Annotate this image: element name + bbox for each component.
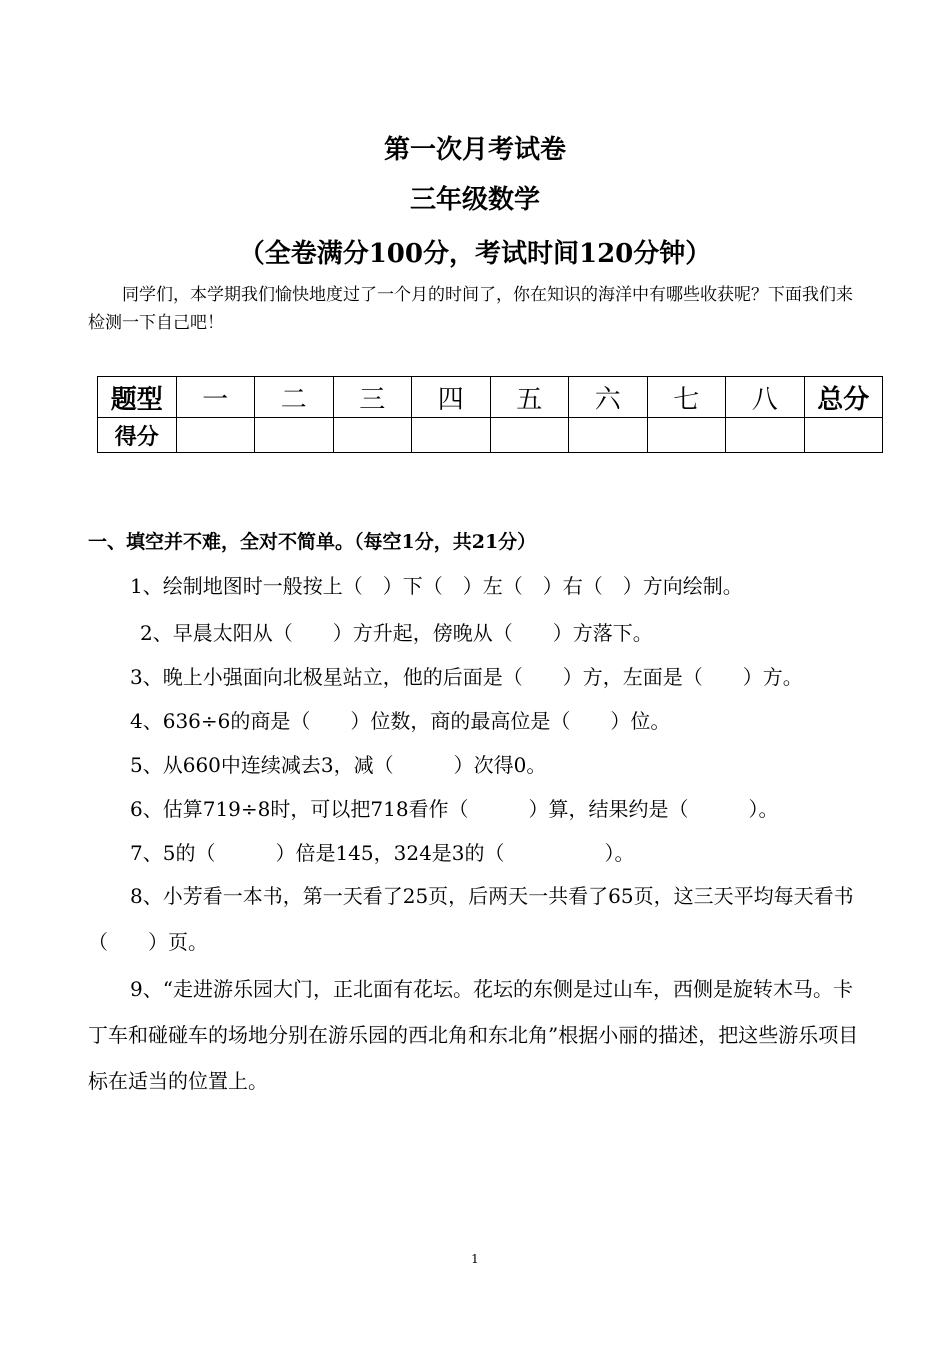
score-table-header-row: [98, 377, 883, 418]
total-score-cell: [804, 418, 883, 453]
score-table: [97, 376, 883, 453]
total-score-label: 总分: [804, 377, 883, 418]
column-header: 八: [726, 377, 805, 418]
exam-subtitle: 三年级数学: [409, 185, 540, 215]
column-header: 二: [255, 377, 334, 418]
question-2: 2、早晨太阳从（ ）方升起，傍晚从（ ）方落下。: [140, 621, 653, 645]
question-9: 9、“走进游乐园大门，正北面有花坛。花坛的东侧是过山车，西侧是旋转木马。卡丁车和碰碰车的场地分别在游乐园的西北角和东北角”根据小丽的描述，把这些游乐项目标在适当的位置上。: [88, 977, 859, 1093]
column-header: 一: [176, 377, 255, 418]
question-8: 8、小芳看一本书，第一天看了25页，后两天一共看了65页，这三天平均每天看书（ ）页。: [88, 884, 854, 954]
column-header: 三: [333, 377, 412, 418]
score-cell: [333, 418, 412, 453]
column-header: 四: [412, 377, 491, 418]
question-5: 5、从660中连续减去3，减（ ）次得0。: [130, 753, 547, 777]
intro-paragraph: 同学们，本学期我们愉快地度过了一个月的时间了，你在知识的海洋中有哪些收获呢？下面我们来检测一下自己吧！: [88, 285, 853, 333]
score-table-score-row: [98, 418, 883, 453]
score-cell: [647, 418, 726, 453]
exam-title: 第一次月考试卷: [383, 135, 566, 165]
question-type-label: 题型: [98, 377, 177, 418]
question-7: 7、5的（ ）倍是145，324是3的（ ）。: [130, 841, 635, 865]
score-cell: [726, 418, 805, 453]
question-6: 6、估算719÷8时，可以把718看作（ ）算，结果约是（ ）。: [130, 797, 779, 821]
section-title: 一、填空并不难，全对不简单。（每空1分，共21分）: [88, 531, 537, 553]
column-header: 六: [569, 377, 648, 418]
column-header: 五: [490, 377, 569, 418]
question-1: 1、绘制地图时一般按上（ ）下（ ）左（ ）右（ ）方向绘制。: [130, 574, 743, 598]
question-3: 3、晚上小强面向北极星站立，他的后面是（ ）方，左面是（ ）方。: [130, 665, 803, 689]
score-cell: [490, 418, 569, 453]
exam-info: （全卷满分100分，考试时间120分钟）: [238, 239, 712, 269]
question-4: 4、636÷6的商是（ ）位数，商的最高位是（ ）位。: [130, 709, 671, 733]
page-number: 1: [471, 1252, 479, 1266]
score-cell: [412, 418, 491, 453]
score-label: 得分: [98, 418, 177, 453]
column-header: 七: [647, 377, 726, 418]
score-cell: [255, 418, 334, 453]
score-cell: [176, 418, 255, 453]
score-cell: [569, 418, 648, 453]
